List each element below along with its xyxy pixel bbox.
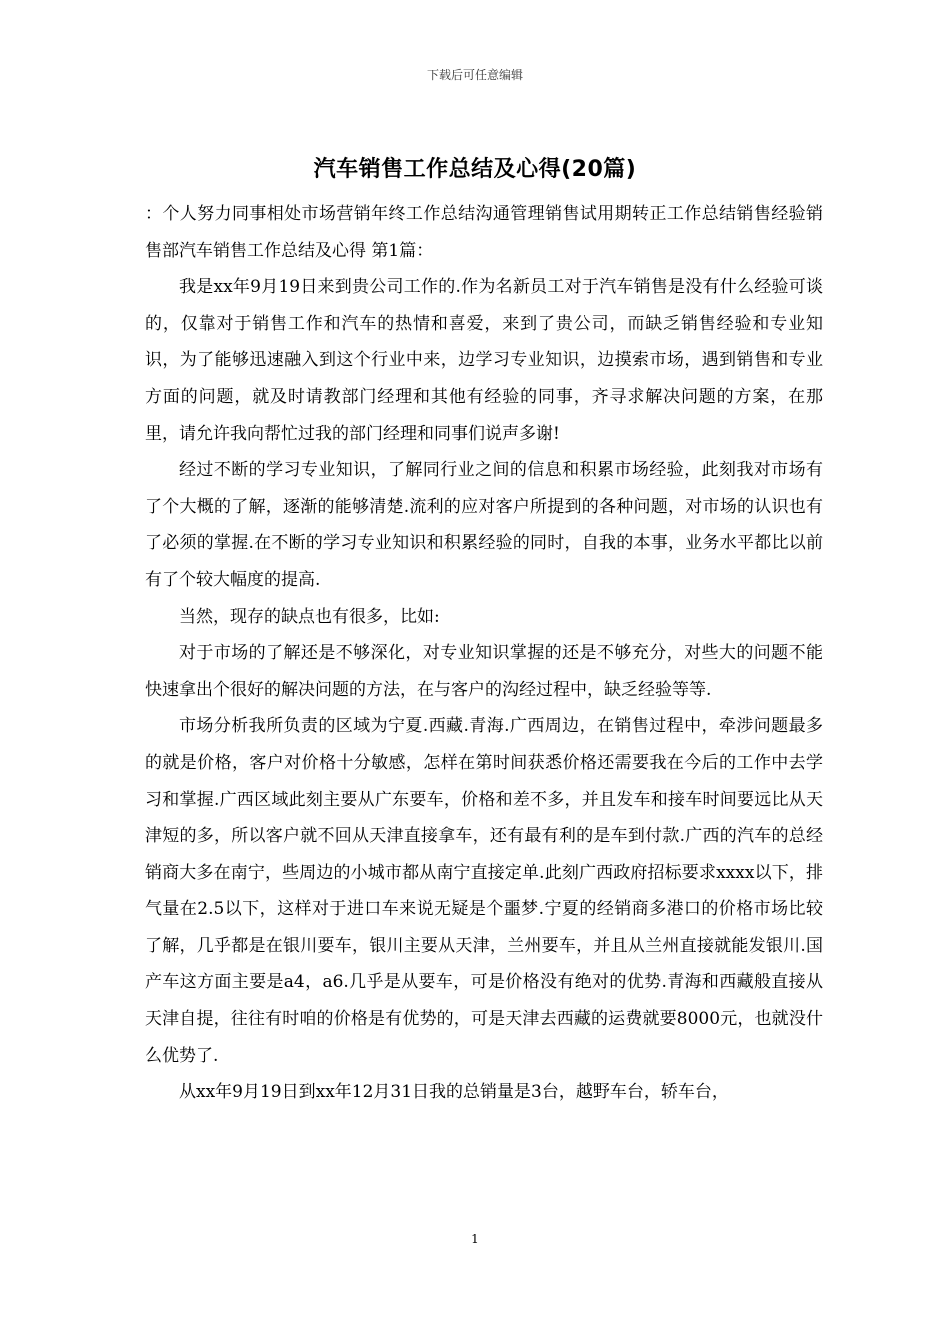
body-paragraph: 从xx年9月19日到xx年12月31日我的总销量是3台，越野车台，轿车台， bbox=[179, 1082, 729, 1103]
body-paragraph: 我是xx年9月19日来到贵公司工作的.作为名新员工对于汽车销售是没有什么经验可谈的，仅靠对于销售工作和汽车的热情和喜爱，来到了贵公司，而缺乏销售经验和专业知识，为了能够迅速融入到这个行业中来，边学习专业知识，边摸索市场，遇到销售和专业方面的问题，就及时请教部门经理和其他有经验的同事，齐寻求解决问题的方案，在那里，请允许我向帮忙过我的部门经理和同事们说声多谢! bbox=[145, 277, 823, 444]
page-header-note: 下载后可任意编辑 bbox=[426, 68, 523, 82]
body-paragraph: 市场分析我所负责的区域为宁夏.西藏.青海.广西周边，在销售过程中，牵涉问题最多的就是价格，客户对价格十分敏感，怎样在第时间获悉价格还需要我在今后的工作中去学习和掌握.广西区域此刻主要从广东要车，价格和差不多，并且发车和接车时间要远比从天津短的多，所以客户就不回从天津直接拿车，还有最有利的是车到付款.广西的汽车的总经销商大多在南宁，些周边的小城市都从南宁直接定单.此刻广西政府招标要求xxxx以下，排气量在2.5以下，这样对于进口车来说无疑是个噩梦.宁夏的经销商多港口的价格市场比较了解，几乎都是在银川要车，银川主要从天津，兰州要车，并且从兰州直接就能发银川.国产车这方面主要是a4，a6.几乎是从要车，可是价格没有绝对的优势.青海和西藏般直接从天津自提，往往有时咱的价格是有优势的，可是天津去西藏的运费就要8000元，也就没什么优势了. bbox=[145, 716, 823, 1066]
body-paragraph: 经过不断的学习专业知识，了解同行业之间的信息和积累市场经验，此刻我对市场有了个大概的了解，逐渐的能够清楚.流利的应对客户所提到的各种问题，对市场的认识也有了必须的掌握.在不断的学习专业知识和积累经验的同时，自我的本事，业务水平都比以前有了个较大幅度的提高. bbox=[145, 460, 823, 590]
document-body bbox=[145, 196, 823, 1111]
body-paragraph: 当然，现存的缺点也有很多，比如: bbox=[179, 606, 440, 627]
body-paragraph: 对于市场的了解还是不够深化，对专业知识掌握的还是不够充分，对些大的问题不能快速拿出个很好的解决问题的方法，在与客户的沟经过程中，缺乏经验等等. bbox=[145, 643, 823, 700]
document-title: 汽车销售工作总结及心得(20篇) bbox=[313, 157, 637, 182]
intro-paragraph: ：个人努力同事相处市场营销年终工作总结沟通管理销售试用期转正工作总结销售经验销售部汽车销售工作总结及心得 第1篇： bbox=[145, 204, 823, 261]
page-number: 1 bbox=[471, 1232, 479, 1246]
